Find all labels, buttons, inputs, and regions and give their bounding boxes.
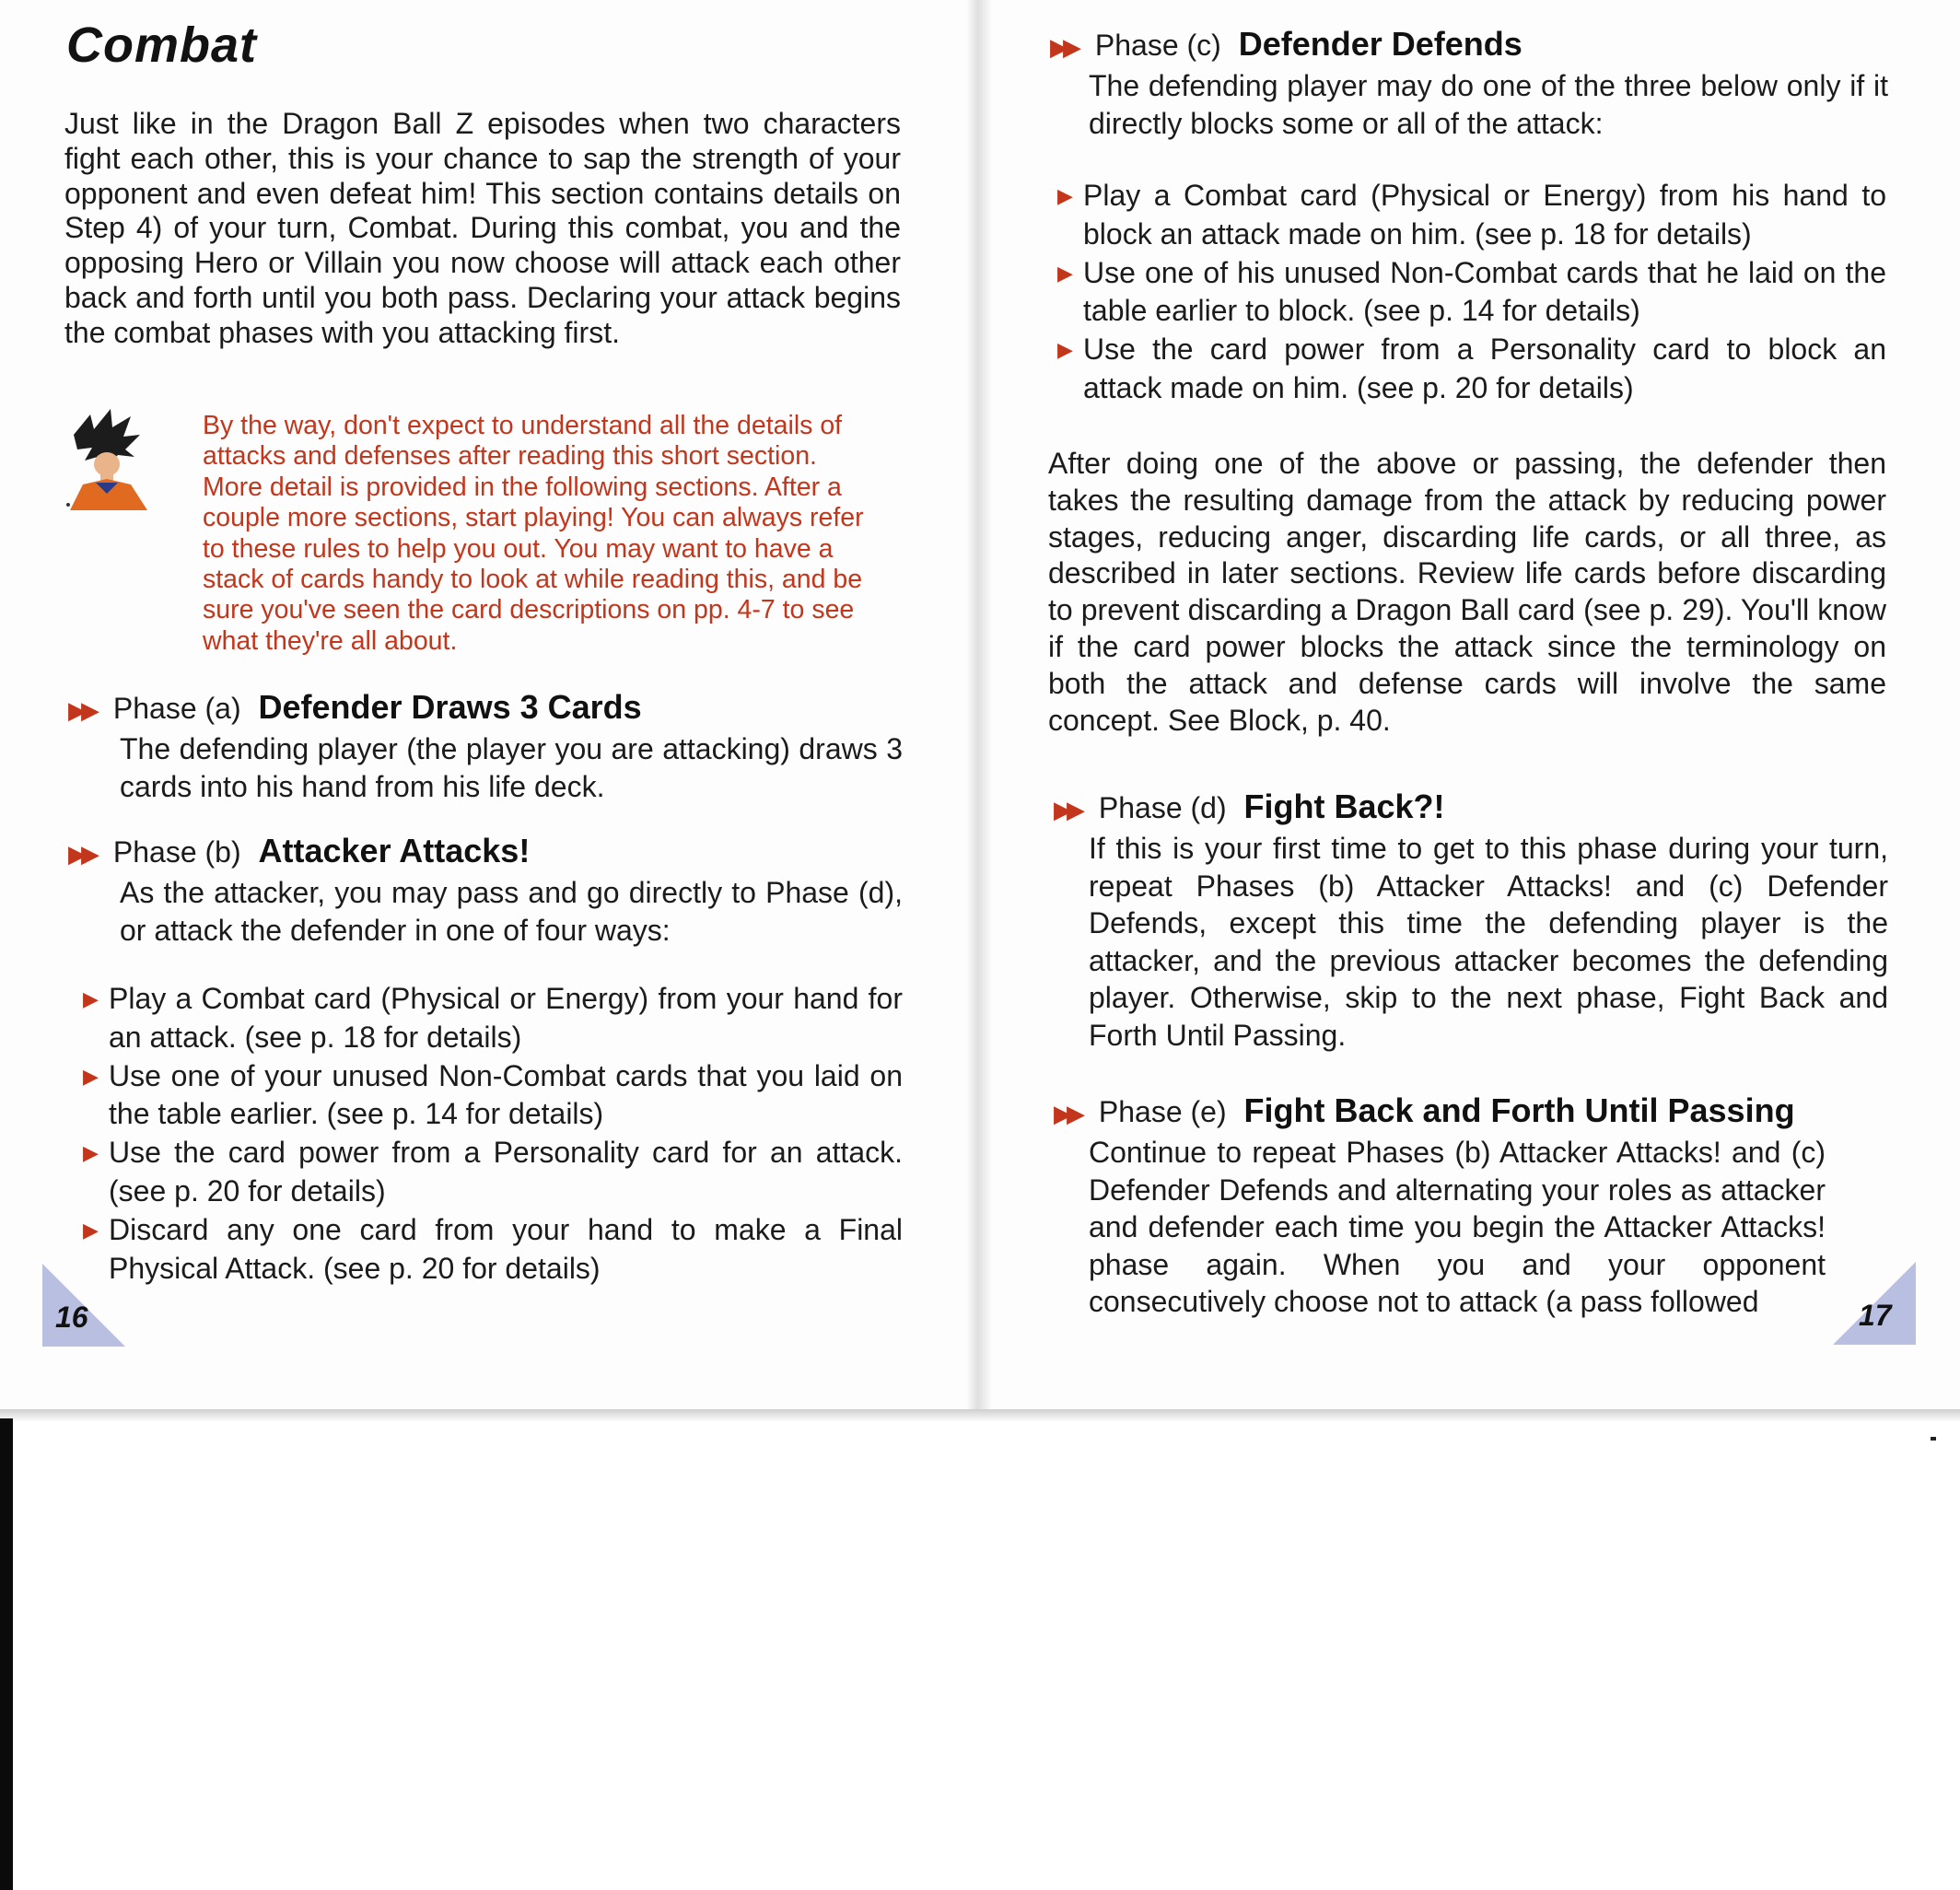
triangle-bullet-icon: ▶: [83, 987, 99, 1010]
scan-shadow: [0, 1409, 1960, 1422]
page-number-left: 16: [55, 1301, 88, 1334]
phase-c-body: The defending player may do one of the three below only if it directly blocks some or all of the attack:: [1089, 69, 1888, 140]
phase-d-title: Fight Back?!: [1243, 788, 1445, 825]
page-title: Combat: [66, 18, 257, 73]
intro-paragraph: Just like in the Dragon Ball Z episodes when two characters fight each other, this is your chance to sap the strength of your opponent and even defeat him! This section contains details on Step 4) of your turn, Combat. During this combat, you and the opposing Hero or Villain you now choose will attack each other back and forth until you both pass. Declaring your attack begins the combat phases with you attacking first.: [64, 107, 901, 349]
bullet-text: Play a Combat card (Physical or Energy) from his hand to block an attack made on him. (see p. 18 for details): [1083, 179, 1886, 251]
double-arrow-icon: ▶▶: [68, 696, 94, 724]
double-arrow-icon: ▶▶: [1054, 1100, 1079, 1127]
double-arrow-icon: ▶▶: [1054, 796, 1079, 823]
list-item: [83, 980, 903, 1057]
list-item: [83, 1211, 903, 1289]
list-item: [1057, 331, 1886, 408]
phase-a-body: The defending player (the player you are attacking) draws 3 cards into his hand from his life deck.: [120, 732, 903, 803]
after-defense-paragraph: After doing one of the above or passing, the defender then takes the resulting damage from the attack by reducing power stages, reducing anger, discarding life cards, or all three, as described in later sections. Review life cards before discarding to prevent discarding a Dragon Ball card (see p. 29). You'll know if the card power blocks the attack since the terminology on both the attack and defense cards will involve the same concept. See Block, p. 40.: [1048, 447, 1886, 737]
note-callout: By the way, don't expect to understand all the details of attacks and defenses after reading this short section. More detail is provided in the following sections. After a couple more sections, start playing! You can always refer to these rules to help you out. You may want to have a stack of cards handy to look at while reading this, and be sure you've seen the card descriptions on pp. 4-7 to see what they're all about.: [203, 411, 864, 656]
triangle-bullet-icon: ▶: [83, 1218, 99, 1242]
list-item: [1057, 254, 1886, 332]
phase-c-title: Defender Defends: [1238, 25, 1522, 63]
bullet-text: Use the card power from a Personality card to block an attack made on him. (see p. 20 for details): [1083, 332, 1886, 404]
phase-c: [1050, 24, 1888, 142]
phase-e-body: Continue to repeat Phases (b) Attacker Attacks! and (c) Defender Defends and alternating your roles as attacker and defender each time you begin the Attacker Attacks! phase again. When you and your opponent consecutively choose not to attack (a pass followed: [1089, 1136, 1826, 1318]
phase-a: [68, 687, 903, 805]
attack-options-list: [83, 980, 903, 1288]
phase-d: [1054, 787, 1888, 1054]
phase-e-title: Fight Back and Forth Until Passing: [1243, 1091, 1795, 1129]
phase-b-label: Phase (b): [112, 835, 241, 869]
bullet-text: Use one of your unused Non-Combat cards that you laid on the table earlier. (see p. 14 for details): [109, 1058, 903, 1131]
bullet-text: Discard any one card from your hand to make a Final Physical Attack. (see p. 20 for details): [109, 1212, 903, 1285]
scan-background: [0, 1409, 1960, 1890]
phase-e-label: Phase (e): [1098, 1095, 1227, 1128]
triangle-bullet-icon: ▶: [1057, 338, 1073, 362]
phase-c-label: Phase (c): [1094, 29, 1221, 62]
double-arrow-icon: ▶▶: [68, 840, 94, 868]
double-arrow-icon: ▶▶: [1050, 33, 1076, 61]
defense-options-list: [1057, 177, 1886, 408]
list-item: [83, 1134, 903, 1211]
triangle-bullet-icon: ▶: [83, 1064, 99, 1088]
phase-d-body: If this is your first time to get to this phase during your turn, repeat Phases (b) Attacker Attacks! and (c) Defender Defends, except this time the defending player is the attacker, and the previous attacker becomes the defending player. Otherwise, skip to the next phase, Fight Back and Forth Until Passing.: [1089, 832, 1888, 1052]
scan-speck: [1931, 1437, 1936, 1441]
goku-character-icon: [57, 409, 160, 510]
list-item: [83, 1057, 903, 1135]
phase-a-label: Phase (a): [112, 692, 241, 725]
phase-b-title: Attacker Attacks!: [258, 832, 531, 869]
phase-b-body: As the attacker, you may pass and go directly to Phase (d), or attack the defender in one of four ways:: [120, 876, 903, 947]
phase-d-label: Phase (d): [1098, 791, 1227, 824]
phase-b: [68, 831, 903, 949]
book-gutter: [967, 0, 991, 1409]
triangle-bullet-icon: ▶: [83, 1141, 99, 1165]
bullet-text: Play a Combat card (Physical or Energy) from your hand for an attack. (see p. 18 for details): [109, 982, 903, 1054]
page-number-right: 17: [1859, 1299, 1892, 1332]
list-item: [1057, 177, 1886, 254]
phase-a-title: Defender Draws 3 Cards: [258, 688, 642, 726]
phase-e: [1054, 1091, 1888, 1321]
bullet-text: Use one of his unused Non-Combat cards that he laid on the table earlier to block. (see p. 14 for details): [1083, 255, 1886, 328]
triangle-bullet-icon: ▶: [1057, 261, 1073, 285]
book-spine-edge: [0, 1418, 13, 1890]
triangle-bullet-icon: ▶: [1057, 184, 1073, 207]
bullet-text: Use the card power from a Personality card for an attack. (see p. 20 for details): [109, 1136, 903, 1208]
